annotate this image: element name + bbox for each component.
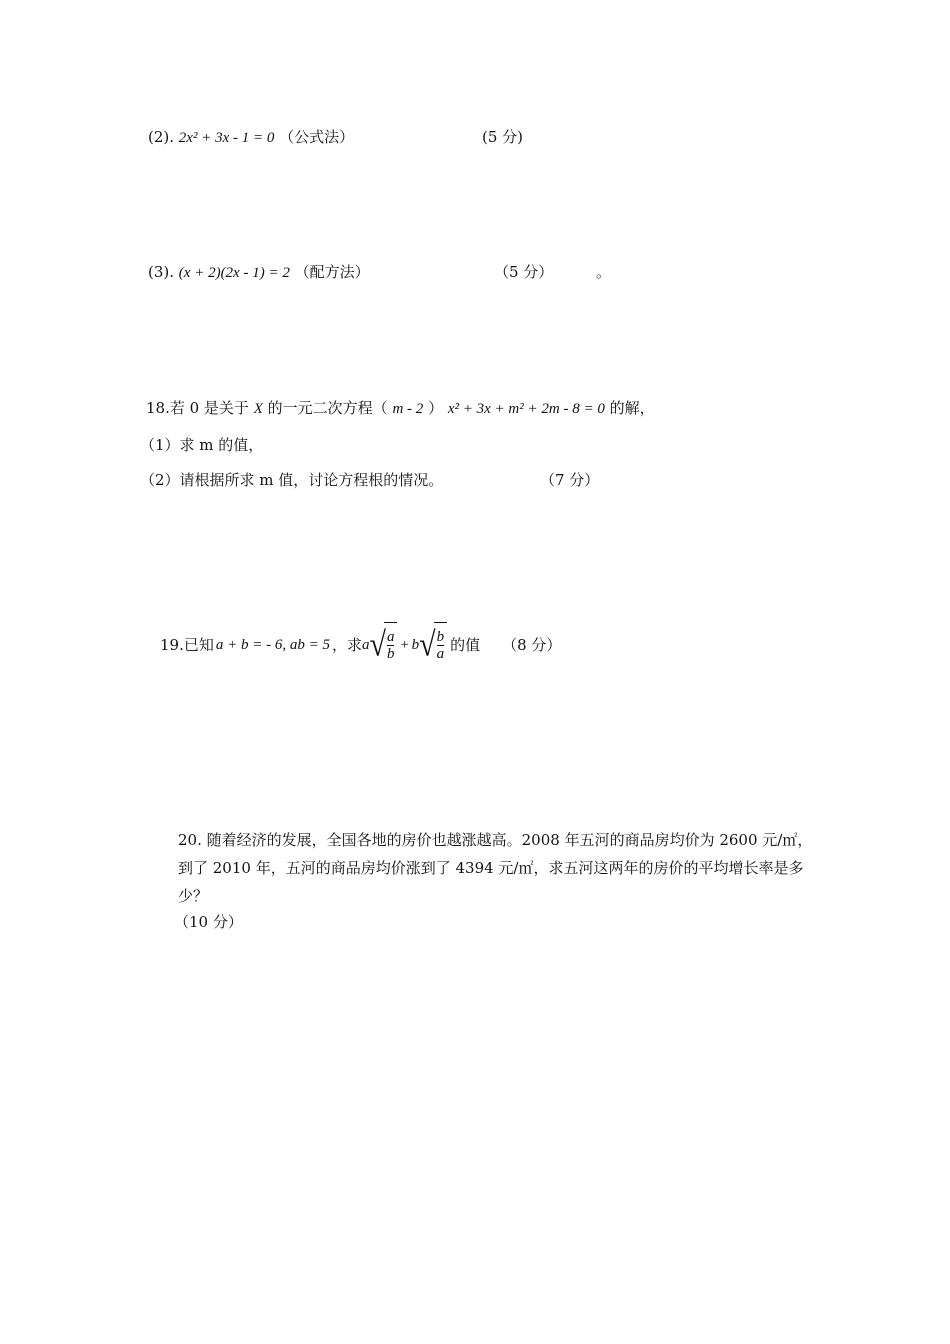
q17-2-method: （公式法） bbox=[279, 128, 355, 146]
question-17-3 bbox=[148, 262, 370, 283]
question-19 bbox=[160, 622, 561, 667]
q17-2-equation: 2x² + 3x - 1 = 0 bbox=[178, 130, 275, 146]
question-18-stem bbox=[146, 398, 655, 419]
q19-prefix: 19.已知 bbox=[160, 635, 214, 654]
question-20-text: 20. 随着经济的发展，全国各地的房价也越涨越高。2008 年五河的商品房均价为 2600 元/㎡，到了 2010 年，五河的商品房均价涨到了 4394 元/㎡，求五河这两年的房价的平均增长率是多少？ bbox=[178, 831, 813, 905]
q17-3-score: （5 分） bbox=[494, 263, 554, 281]
q20-score: （10 分） bbox=[174, 913, 243, 931]
q18-var-x: X bbox=[253, 401, 263, 417]
q17-2-label: (2). bbox=[148, 128, 175, 146]
q19-coef-b: b bbox=[411, 636, 420, 653]
q18-intro-d: 的解， bbox=[609, 399, 655, 417]
q18-part-2: （2）请根据所求 m 值，讨论方程根的情况。 bbox=[140, 471, 444, 489]
sqrt-b-over-a bbox=[419, 622, 447, 667]
q18-intro-a: 18.若 0 是关于 bbox=[146, 399, 249, 417]
frac-num-b: b bbox=[436, 629, 445, 646]
q19-score: （8 分） bbox=[502, 635, 562, 654]
q19-ask: ，求 bbox=[331, 635, 362, 654]
sqrt-a-over-b bbox=[370, 622, 398, 667]
q19-plus: + bbox=[399, 636, 410, 653]
q19-suffix: 的值 bbox=[450, 635, 481, 654]
q18-intro-b: 的一元二次方程（ bbox=[267, 399, 388, 417]
q19-coef-a: a bbox=[362, 636, 370, 653]
frac-num-a: a bbox=[386, 629, 395, 646]
q19-given: a + b = - 6, ab = 5 bbox=[215, 636, 330, 653]
q18-intro-c: ） bbox=[428, 399, 444, 417]
q17-3-equation: (x + 2)(2x - 1) = 2 bbox=[178, 265, 290, 281]
q17-3-trailing: 。 bbox=[596, 263, 612, 281]
q18-score: （7 分） bbox=[540, 471, 600, 489]
q18-poly: x² + 3x + m² + 2m - 8 = 0 bbox=[447, 401, 605, 417]
q17-2-score: (5 分) bbox=[482, 128, 524, 146]
q17-3-label: (3). bbox=[148, 263, 175, 281]
radical-sign-icon: √ bbox=[419, 624, 436, 663]
q17-3-method: （配方法） bbox=[294, 263, 370, 281]
frac-den-b: b bbox=[386, 646, 395, 663]
q18-part-1: （1）求 m 的值， bbox=[140, 436, 264, 454]
frac-den-a: a bbox=[436, 646, 445, 663]
radical-sign-icon: √ bbox=[369, 624, 386, 663]
question-17-2 bbox=[148, 127, 354, 148]
q18-factor: m - 2 bbox=[392, 401, 424, 417]
